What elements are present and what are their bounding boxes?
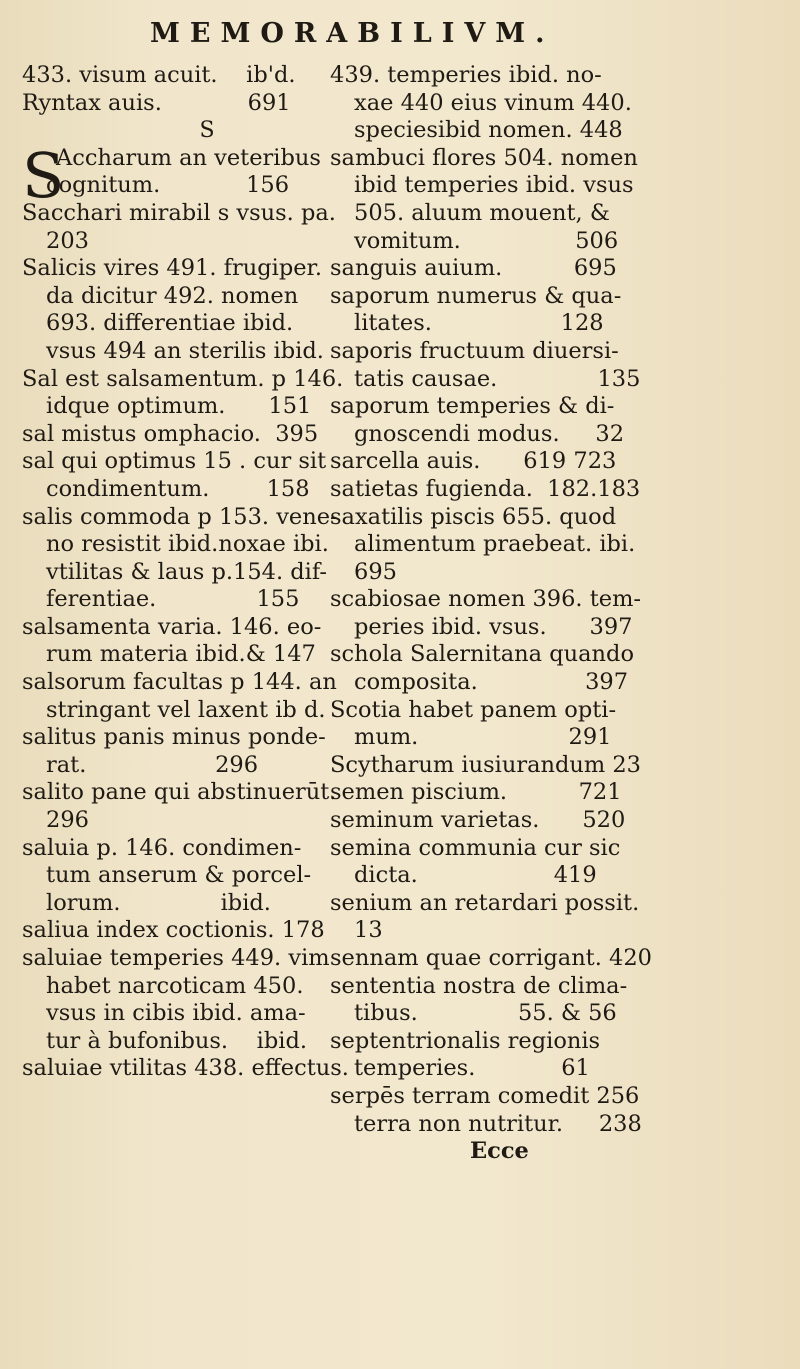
index-entry: tatis causae. 135 [354,365,641,392]
index-entry: litates. 128 [354,310,604,337]
index-entry: schola Salernitana quando [330,641,634,668]
index-entry: speciesibid nomen. 448 [354,117,623,144]
index-entry: rum materia ibid.& 147 [46,641,316,668]
index-entry: Salicis vires 491. frugiper. [22,255,322,282]
index-column-left [22,62,352,1083]
index-entry-text: Accharum an veteribus [56,144,321,171]
index-entry: lorum. ibid. [46,889,271,916]
index-entry: temperies. 61 [354,1055,590,1082]
index-entry: salis commoda p 153. vene- [22,503,338,530]
catchword: Ecce [470,1138,529,1165]
index-entry: ibid temperies ibid. vsus [354,172,634,199]
index-entry: saluia p. 146. condimen- [22,834,302,861]
index-entry: senium an retardari possit. [330,889,640,916]
index-entry: saporum numerus & qua- [330,282,622,309]
index-entry: composita. 397 [354,669,629,696]
index-entry: ferentiae. 155 [46,586,300,613]
index-entry: 203 [46,227,89,254]
index-entry: sententia nostra de clima- [330,972,628,999]
index-entry: septentrionalis regionis [330,1027,601,1054]
running-head: MEMORABILIVM. [150,18,555,49]
index-entry: terra non nutritur. 238 [354,1110,642,1137]
index-entry: rat. 296 [46,751,259,778]
index-entry: Scytharum iusiurandum 23 [330,751,642,778]
index-entry: saliua index coctionis. 178 [22,917,325,944]
index-entry: seminum varietas. 520 [330,807,626,834]
index-entry: sanguis auium. 695 [330,255,617,282]
index-entry: salsorum facultas p 144. an [22,669,337,696]
index-entry: 505. aluum mouent, & [354,199,610,226]
index-entry: scabiosae nomen 396. tem- [330,586,642,613]
index-entry: tibus. 55. & 56 [354,1000,617,1027]
index-entry: stringant vel laxent ib d. [46,696,326,723]
index-entry: 433. visum acuit. ib'd. [22,62,296,88]
index-entry: condimentum. 158 [46,475,310,502]
index-entry: alimentum praebeat. ibi. [354,531,636,558]
index-entry: semen piscium. 721 [330,779,622,806]
index-entry: Sal est salsamentum. p 146. [22,365,344,392]
index-entry: vomitum. 506 [354,227,619,254]
index-entry: Ryntax auis. 691 [22,89,291,116]
index-column-right [330,62,760,1166]
index-entry: habet narcoticam 450. [46,972,304,999]
index-entry: sal qui optimus 15 . cur sit [22,448,327,475]
index-entry: peries ibid. vsus. 397 [354,613,633,640]
index-entry: no resistit ibid.noxae ibi. [46,531,329,558]
index-entry: saluiae temperies 449. vim [22,945,330,971]
index-entry: sambuci flores 504. nomen [330,144,638,171]
index-entry: 439. temperies ibid. no- [330,62,602,88]
index-entry: Sacchari mirabil s vsus. pa. [22,199,336,226]
index-entry: saxatilis piscis 655. quod [330,503,617,530]
index-entry: 693. differentiae ibid. [46,310,294,337]
index-entry: vsus 494 an sterilis ibid. [46,337,324,364]
index-entry: tur à bufonibus. ibid. [46,1027,308,1054]
index-entry: saporum temperies & di- [330,393,615,420]
index-entry: sal mistus omphacio. 395 [22,420,319,447]
index-entry: saporis fructuum diuersi- [330,337,619,364]
index-entry: satietas fugienda. 182.183 [330,475,641,502]
index-entry: tum anserum & porcel- [46,862,312,889]
index-entry: sarcella auis. 619 723 [330,448,617,475]
section-letter: S [199,118,215,144]
index-entry: vtilitas & laus p.154. dif- [46,558,328,585]
index-entry: gnoscendi modus. 32 [354,420,625,447]
index-entry: 296 [46,807,89,834]
index-entry: salsamenta varia. 146. eo- [22,613,322,640]
index-entry: salitus panis minus ponde- [22,724,326,751]
index-entry: serpēs terram comedit 256 [330,1082,640,1109]
index-entry: dicta. 419 [354,862,597,889]
drop-initial: S [22,138,65,212]
index-entry: saluiae vtilitas 438. effectus. [22,1055,349,1082]
index-entry: vsus in cibis ibid. ama- [46,1000,306,1027]
index-entry: salito pane qui abstinuerūt. [22,779,337,806]
index-entry: semina communia cur sic [330,834,621,861]
index-entry: sennam quae corrigant. 420 [330,945,652,971]
index-entry: 695 [354,558,397,585]
index-entry: idque optimum. 151 [46,393,312,420]
index-entry: Scotia habet panem opti- [330,696,617,723]
index-entry: 13 [354,917,383,944]
index-entry: mum. 291 [354,724,612,751]
index-entry: cognitum. 156 [46,172,290,199]
index-entry: da dicitur 492. nomen [46,282,299,309]
index-entry: xae 440 eius vinum 440. [354,89,632,116]
